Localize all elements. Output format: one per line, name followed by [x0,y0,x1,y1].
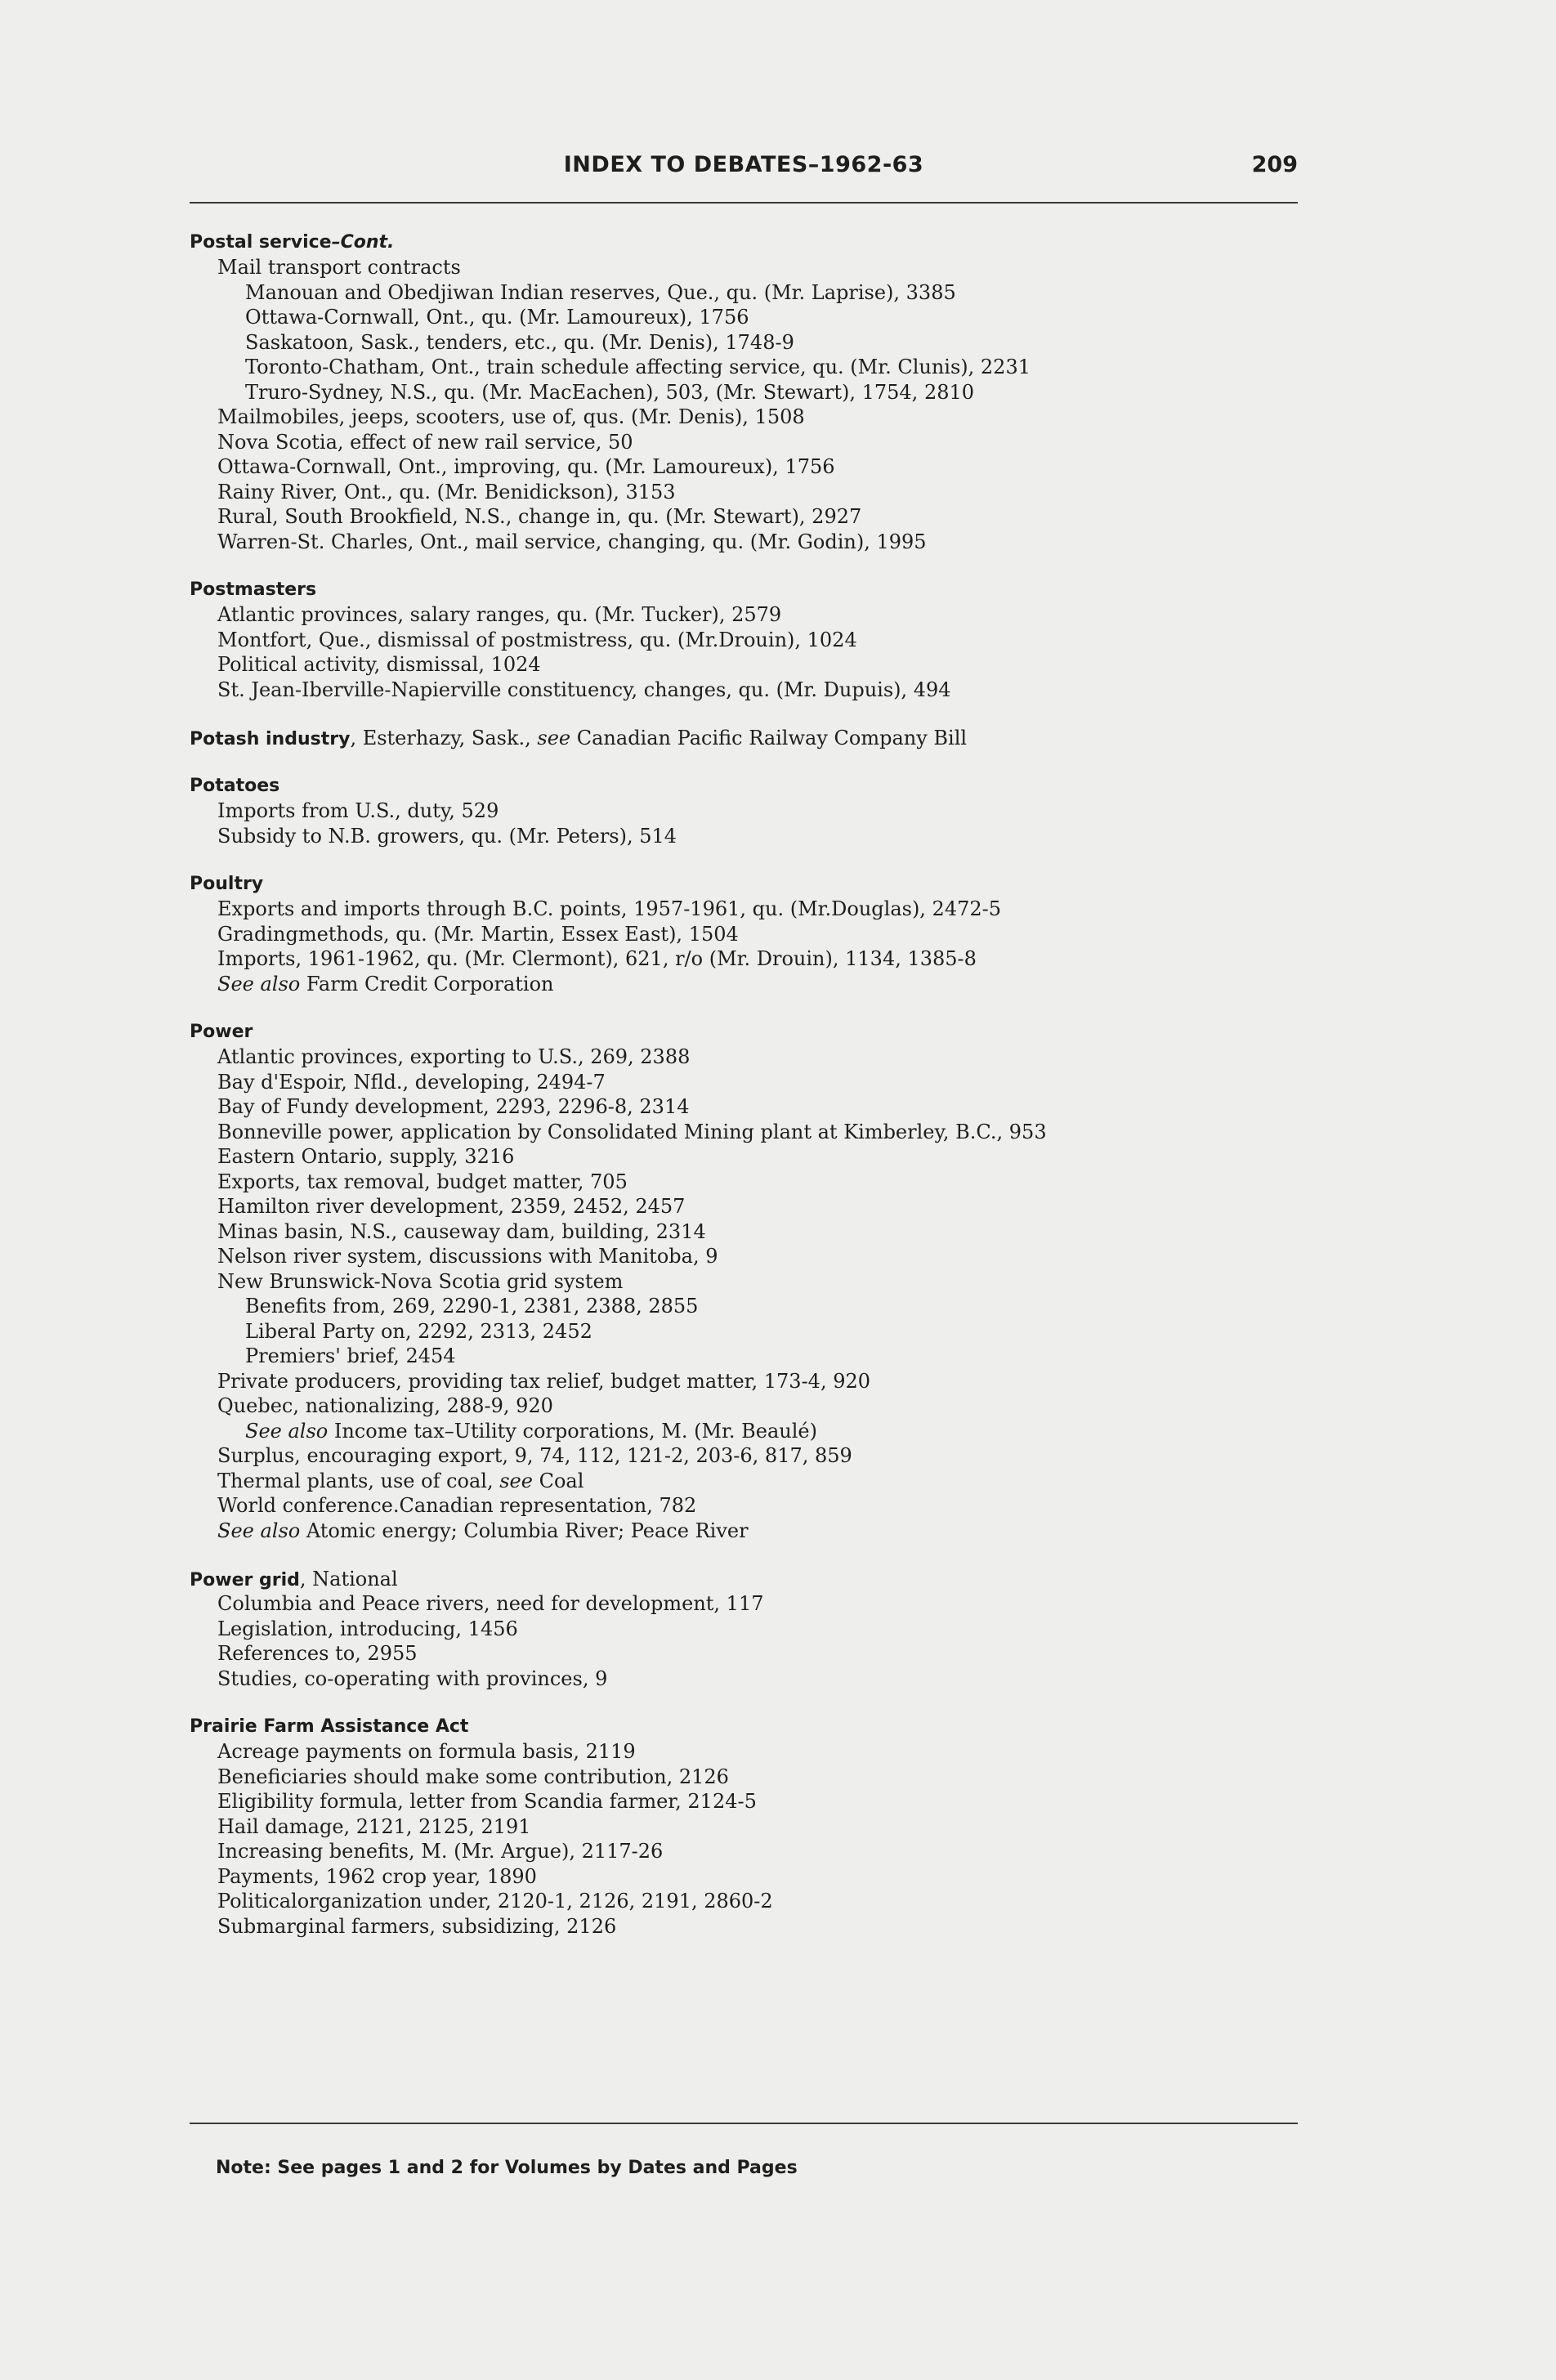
entry-text: Imports, 1961-1962, qu. (Mr. Clermont), 621, r/o (Mr. Drouin), 1134, 1385-8 [217,947,977,970]
see-also-label: See also [217,1519,301,1542]
index-entry [190,1219,1298,1245]
index-entry [190,1914,1298,1939]
index-entry [190,1839,1298,1864]
entry-text: Political activity, dismissal, 1024 [217,653,541,676]
index-entry [190,454,1298,480]
index-entry [190,1070,1298,1095]
index-section [190,578,1298,702]
entry-text: Gradingmethods, qu. (Mr. Martin, Essex East), 1504 [217,922,739,946]
entry-text: Bay d'Espoir, Nfld., developing, 2494-7 [217,1070,606,1094]
index-entry [190,1739,1298,1765]
index-entry [190,799,1298,824]
heading-see-reference: see [537,727,571,749]
entry-text: Toronto-Chatham, Ont., train schedule affecting service, qu. (Mr. Clunis), 2231 [245,356,1031,378]
index-entry [190,897,1298,922]
see-also-label: See also [245,1419,329,1443]
footer-rule [190,2123,1298,2124]
index-section [190,1715,1298,1939]
entry-text: Liberal Party on, 2292, 2313, 2452 [245,1319,592,1343]
index-heading [190,774,1298,799]
index-section [190,774,1298,848]
index-section [190,1020,1298,1543]
entry-text: Montfort, Que., dismissal of postmistress, qu. (Mr.Drouin), 1024 [217,628,857,651]
entry-text: Legislation, introducing, 1456 [217,1617,518,1640]
entry-text: Private producers, providing tax relief, budget matter, 173-4, 920 [217,1369,871,1393]
index-entry [190,1144,1298,1170]
entry-text: Benefits from, 269, 2290-1, 2381, 2388, 2855 [245,1295,699,1318]
index-heading [190,1567,1298,1591]
index-entry [190,430,1298,455]
entry-text: Payments, 1962 crop year, 1890 [217,1864,537,1888]
running-head: INDEX TO DEBATES–1962-63 [563,152,924,177]
index-entry [190,678,1298,703]
index-heading [190,1020,1298,1045]
heading-term: Postmasters [190,579,317,600]
entry-text: Nova Scotia, effect of new rail service, 50 [217,430,633,454]
entry-text: Beneficiaries should make some contribution, 2126 [217,1765,729,1788]
index-entry [190,1889,1298,1914]
entry-text: Income tax–Utility corporations, M. (Mr. Beaulé) [328,1419,817,1443]
entry-text: New Brunswick-Nova Scotia grid system [217,1269,624,1293]
index-entry [190,972,1298,997]
heading-term: Postal service [190,232,332,253]
entry-text: Eligibility formula, letter from Scandia farmer, 2124-5 [217,1790,757,1813]
index-entry [190,1269,1298,1295]
index-heading [190,1715,1298,1739]
entry-text: References to, 2955 [217,1642,418,1665]
entry-text: World conference.Canadian representation, 782 [217,1494,697,1517]
heading-qualifier: , Esterhazy, Sask., [350,727,538,749]
index-entry [190,1765,1298,1790]
index-entry [190,1394,1298,1419]
index-section [190,872,1298,996]
entry-text: Minas basin, N.S., causeway dam, building, 2314 [217,1219,706,1243]
entry-text: Saskatoon, Sask., tenders, etc., qu. (Mr. Denis), 1748-9 [245,330,794,354]
index-subentry [190,1319,1298,1344]
heading-term: Power grid [190,1570,300,1590]
index-subentry [190,305,1298,330]
index-section [190,1567,1298,1691]
index-entry [190,602,1298,628]
index-entry [190,1617,1298,1642]
entry-text: Truro-Sydney, N.S., qu. (Mr. MacEachen), 503, (Mr. Stewart), 1754, 2810 [245,380,975,404]
index-entry [190,1443,1298,1469]
index-heading [190,230,1298,255]
index-entry [190,1591,1298,1617]
index-entry [190,824,1298,849]
entry-reference: Coal [532,1469,584,1492]
entry-text: Atlantic provinces, salary ranges, qu. (Mr. Tucker), 2579 [217,603,782,626]
entry-text: Imports from U.S., duty, 529 [217,799,499,822]
entry-text: Exports and imports through B.C. points, 1957-1961, qu. (Mr.Douglas), 2472-5 [217,897,1002,920]
entry-text: Surplus, encouraging export, 9, 74, 112, 121-2, 203-6, 817, 859 [217,1444,852,1467]
index-entry [190,1120,1298,1145]
entry-text: Eastern Ontario, supply, 3216 [217,1145,515,1168]
entry-text: Politicalorganization under, 2120-1, 2126, 2191, 2860-2 [217,1890,773,1912]
entry-text: Subsidy to N.B. growers, qu. (Mr. Peters), 514 [217,824,677,848]
entry-text: Quebec, nationalizing, 288-9, 920 [217,1394,553,1417]
entry-text: Thermal plants, use of coal, [217,1469,500,1492]
entry-text: Mail transport contracts [217,256,461,279]
index-entry [190,1493,1298,1519]
index-entry [190,480,1298,505]
header-rule [190,202,1298,204]
index-entry [190,1469,1298,1494]
footer-note: Note: See pages 1 and 2 for Volumes by Dates and Pages [216,2158,798,2178]
heading-term: Prairie Farm Assistance Act [190,1716,469,1737]
entry-text: Ottawa-Cornwall, Ont., improving, qu. (Mr. Lamoureux), 1756 [217,455,835,478]
entry-text: Columbia and Peace rivers, need for development, 117 [217,1592,764,1615]
index-subentry [190,1294,1298,1319]
index-entry [190,1244,1298,1269]
heading-term: Potash industry [190,729,351,749]
index-entry [190,946,1298,972]
index-entry [190,652,1298,678]
entry-text: Rural, South Brookfield, N.S., change in, qu. (Mr. Stewart), 2927 [217,505,862,528]
index-entry [190,405,1298,430]
index-entry [190,1666,1298,1692]
entry-text: Mailmobiles, jeeps, scooters, use of, qus. (Mr. Denis), 1508 [217,405,805,428]
index-entry [190,628,1298,653]
index-heading [190,872,1298,897]
entry-text: Submarginal farmers, subsidizing, 2126 [217,1914,617,1938]
entry-text: Hail damage, 2121, 2125, 2191 [217,1814,531,1838]
index-entry [190,1789,1298,1814]
entry-text: St. Jean-Iberville-Napierville constituency, changes, qu. (Mr. Dupuis), 494 [217,678,951,701]
heading-qualifier: , National [299,1568,398,1590]
heading-continued: –Cont. [331,232,395,253]
entry-text: Manouan and Obedjiwan Indian reserves, Que., qu. (Mr. Laprise), 3385 [245,280,956,304]
entry-text: Atlantic provinces, exporting to U.S., 269, 2388 [217,1045,691,1068]
index-entry [190,1194,1298,1219]
entry-text: Exports, tax removal, budget matter, 705 [217,1170,628,1193]
index-entry [190,530,1298,555]
entry-text: Rainy River, Ont., qu. (Mr. Benidickson), 3153 [217,480,676,503]
index-entry [190,1369,1298,1394]
entry-text: Increasing benefits, M. (Mr. Argue), 2117-26 [217,1840,664,1863]
heading-term: Potatoes [190,776,280,796]
heading-term: Power [190,1022,253,1042]
page-header [190,152,1298,188]
entry-text: Premiers' brief, 2454 [245,1344,456,1367]
entry-text: Farm Credit Corporation [300,972,554,995]
index-entry [190,1045,1298,1070]
index-heading [190,578,1298,602]
index-subentry [190,380,1298,405]
index-entry [190,1641,1298,1666]
index-entry [190,1094,1298,1120]
index-entry [190,504,1298,530]
entry-text: Nelson river system, discussions with Manitoba, 9 [217,1245,718,1268]
index-subentry [190,1344,1298,1369]
index-entry [190,1814,1298,1840]
index-content [190,230,1298,1962]
entry-text: Ottawa-Cornwall, Ont., qu. (Mr. Lamoureux), 1756 [245,306,749,329]
index-entry [190,1519,1298,1544]
index-entry [190,922,1298,947]
entry-text: Bay of Fundy development, 2293, 2296-8, 2314 [217,1095,690,1118]
entry-text: Bonneville power, application by Consolidated Mining plant at Kimberley, B.C., 953 [217,1120,1047,1143]
index-entry [190,255,1298,280]
index-subentry [190,330,1298,356]
index-section [190,726,1298,750]
heading-term: Poultry [190,874,264,894]
entry-text: Warren-St. Charles, Ont., mail service, changing, qu. (Mr. Godin), 1995 [217,530,927,553]
see-label: see [499,1469,533,1492]
entry-text: Acreage payments on formula basis, 2119 [217,1740,636,1763]
entry-text: Studies, co-operating with provinces, 9 [217,1666,608,1690]
index-entry [190,1170,1298,1195]
index-subentry [190,280,1298,306]
see-also-label: See also [217,972,301,995]
index-subentry [190,355,1298,380]
entry-text: Atomic energy; Columbia River; Peace River [300,1519,749,1542]
page-number: 209 [1251,152,1298,177]
index-entry [190,1864,1298,1890]
index-heading [190,726,1298,750]
index-section [190,230,1298,554]
entry-text: Hamilton river development, 2359, 2452, 2457 [217,1195,686,1218]
index-subentry [190,1419,1298,1444]
heading-cross-reference: Canadian Pacific Railway Company Bill [570,727,968,749]
